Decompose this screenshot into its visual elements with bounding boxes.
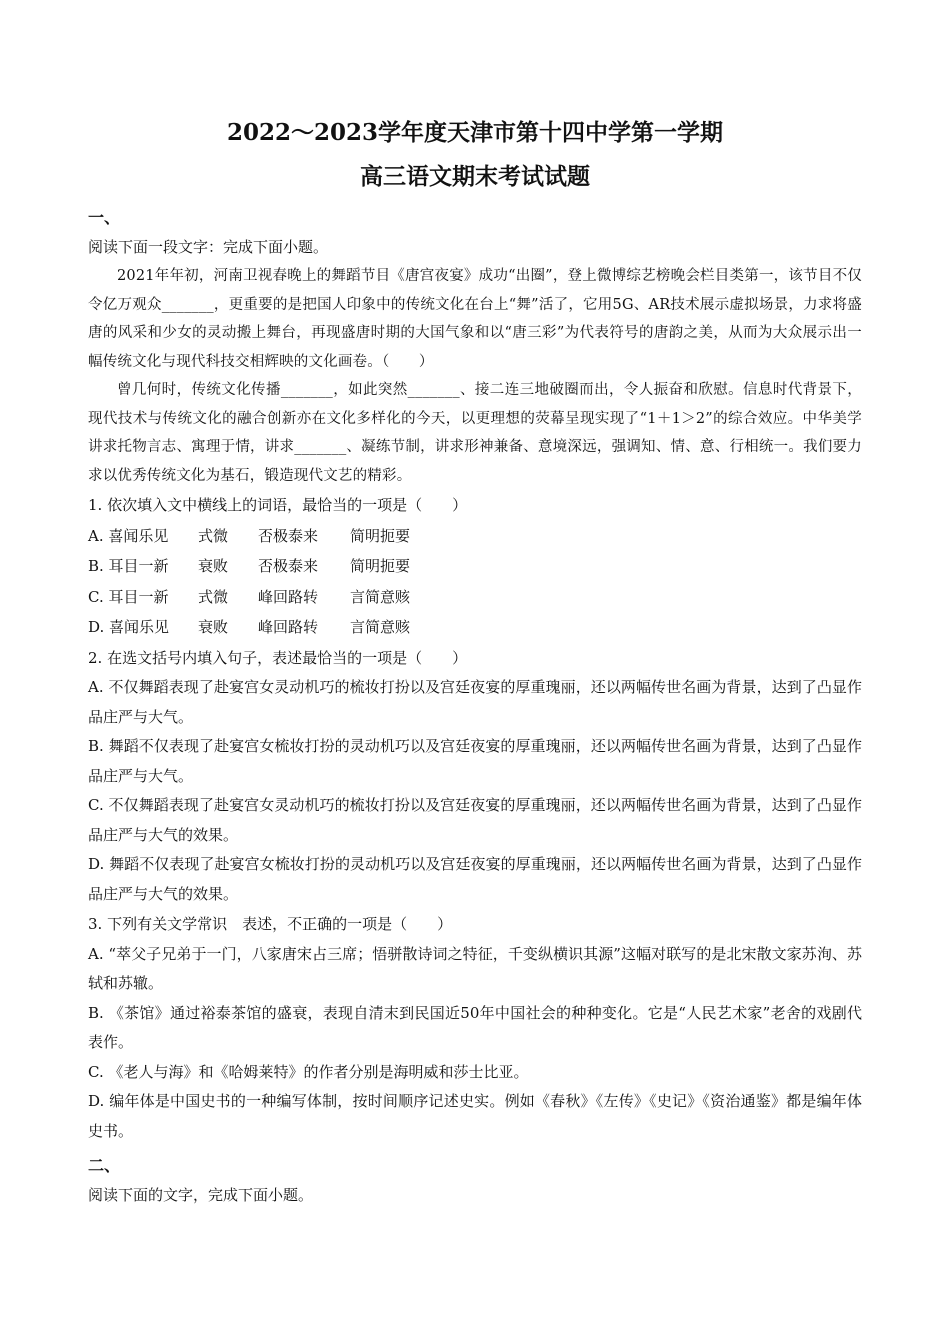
exam-title-line1: 2022～2023学年度天津市第十四中学第一学期	[226, 119, 724, 146]
question-3-stem: 3. 下列有关文学常识 表述，不正确的一项是（ ）	[88, 915, 453, 933]
question-2-option-d: D. 舞蹈不仅表现了赴宴宫女梳妆打扮的灵动机巧以及宫廷夜宴的厚重瑰丽，还以两幅传世名画为背景，达到了凸显作品庄严与大气的效果。	[88, 855, 862, 903]
question-1-option-c	[88, 582, 862, 613]
option-word-2: 式微	[198, 587, 229, 606]
question-3-option-d: D. 编年体是中国史书的一种编写体制，按时间顺序记述史实。例如《春秋》《左传》《史记》《资治通鉴》都是编年体史书。	[88, 1092, 862, 1140]
section-heading-2: 二、	[88, 1156, 121, 1175]
section-intro-2: 阅读下面的文字，完成下面小题。	[88, 1186, 314, 1204]
question-2-stem: 2. 在选文括号内填入句子，表述最恰当的一项是（ ）	[88, 648, 468, 667]
exam-page	[88, 112, 862, 1210]
option-word-1: A. 喜闻乐见	[88, 526, 169, 545]
question-2-option-a: A. 不仅舞蹈表现了赴宴宫女灵动机巧的梳妆打扮以及宫廷夜宴的厚重瑰丽，还以两幅传世名画为背景，达到了凸显作品庄严与大气。	[88, 678, 862, 726]
option-word-2: 衰败	[198, 618, 229, 636]
option-word-2: 衰败	[198, 557, 229, 575]
exam-title-line2: 高三语文期末考试试题	[360, 163, 590, 190]
option-word-3: 峰回路转	[258, 618, 319, 636]
option-word-3: 否极泰来	[258, 557, 319, 575]
question-2-option-b: B. 舞蹈不仅表现了赴宴宫女梳妆打扮的灵动机巧以及宫廷夜宴的厚重瑰丽，还以两幅传世名画为背景，达到了凸显作品庄严与大气。	[88, 737, 862, 785]
question-3-option-a: A. “萃父子兄弟于一门，八家唐宋占三席；悟骈散诗词之特征，千变纵横识其源”这幅对联写的是北宋散文家苏洵、苏轼和苏辙。	[88, 944, 862, 992]
section-intro-1: 阅读下面一段文字：完成下面小题。	[88, 238, 329, 256]
question-1-stem: 1. 依次填入文中横线上的词语，最恰当的一项是（ ）	[88, 496, 468, 514]
section-heading-1: 一、	[88, 208, 121, 227]
option-word-1: B. 耳目一新	[88, 557, 169, 575]
question-3-option-b: B. 《茶馆》通过裕泰茶馆的盛衰，表现自清末到民国近50年中国社会的种种变化。它是“人民艺术家”老舍的戏剧代表作。	[88, 1003, 862, 1051]
option-word-4: 言简意赅	[350, 587, 411, 606]
option-word-4: 简明扼要	[350, 557, 411, 575]
question-1-option-a	[88, 521, 862, 552]
option-word-3: 否极泰来	[258, 526, 319, 545]
question-3-option-c: C. 《老人与海》和《哈姆莱特》的作者分别是海明威和莎士比亚。	[88, 1062, 529, 1081]
option-word-4: 言简意赅	[350, 618, 411, 636]
option-word-4: 简明扼要	[350, 526, 411, 545]
question-2-option-c: C. 不仅舞蹈表现了赴宴宫女灵动机巧的梳妆打扮以及宫廷夜宴的厚重瑰丽，还以两幅传世名画为背景，达到了凸显作品庄严与大气的效果。	[88, 796, 862, 844]
passage-paragraph-2: 曾几何时，传统文化传播_______，如此突然_______、接二连三地破圈而出，令人振奋和欣慰。信息时代背景下，现代技术与传统文化的融合创新亦在文化多样化的今天，以更理想的荧幕呈现实现了“1＋1＞2”的综合效应。中华美学讲求托物言志、寓理于情，讲求_______、凝练节制，讲求形神兼备、意境深远，强调知、情、意、行相统一。我们要力求以优秀传统文化为基石，锻造现代文艺的精彩。	[88, 382, 862, 484]
option-word-1: D. 喜闻乐见	[88, 618, 170, 636]
question-1-option-d	[88, 612, 862, 643]
option-word-3: 峰回路转	[258, 587, 319, 606]
question-1-option-b	[88, 551, 862, 582]
option-word-2: 式微	[198, 526, 229, 545]
passage-paragraph-1: 2021年年初，河南卫视春晚上的舞蹈节目《唐宫夜宴》成功“出圈”，登上微博综艺榜晚会栏目类第一，该节目不仅令亿万观众_______，更重要的是把国人印象中的传统文化在台上“舞”活了，它用5G、AR技术展示虚拟场景，力求将盛唐的风采和少女的灵动搬上舞台，再现盛唐时期的大国气象和以“唐三彩”为代表符号的唐韵之美，从而为大众展示出一幅传统文化与现代科技交相辉映的文化画卷。（ ）	[88, 268, 862, 370]
option-word-1: C. 耳目一新	[88, 587, 169, 606]
